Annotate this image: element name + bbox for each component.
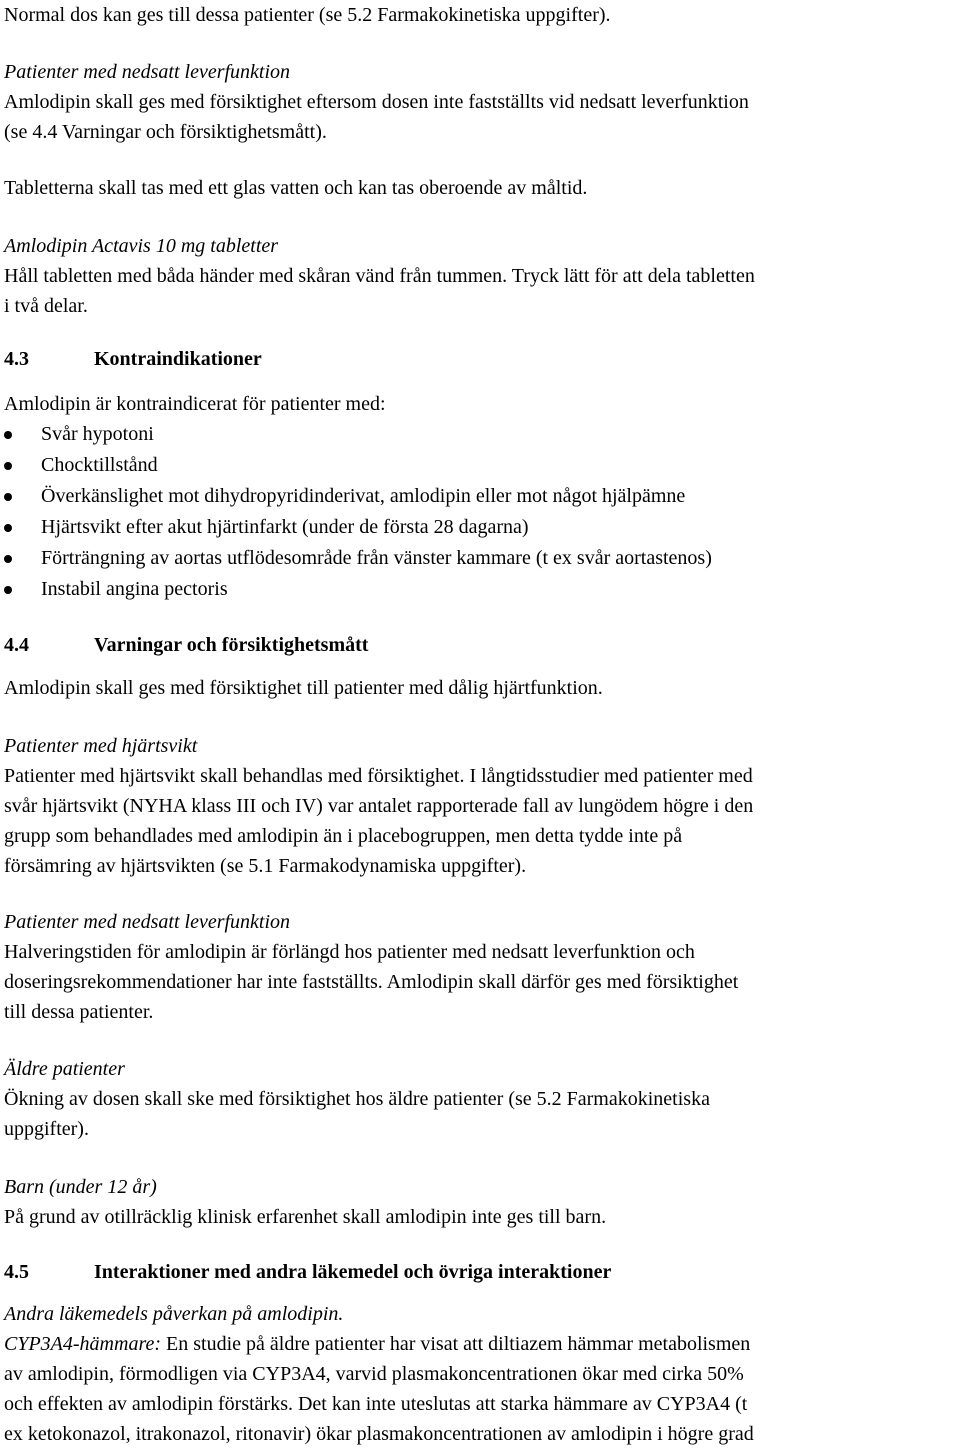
subheading: Patienter med hjärtsvikt bbox=[4, 735, 198, 757]
text-line: Tabletterna skall tas med ett glas vatten och kan tas oberoende av måltid. bbox=[4, 177, 588, 199]
text-line: Amlodipin skall ges med försiktighet eftersom dosen inte fastställts vid nedsatt leverfunktion bbox=[4, 91, 749, 113]
cyp-label: CYP3A4-hämmare: bbox=[4, 1333, 162, 1355]
text-line: Normal dos kan ges till dessa patienter (se 5.2 Farmakokinetiska uppgifter). bbox=[4, 4, 611, 26]
text-line: svår hjärtsvikt (NYHA klass III och IV) var antalet rapporterade fall av lungödem högre i den bbox=[4, 795, 754, 817]
section-number: 4.5 bbox=[4, 1261, 29, 1283]
text-line: Patienter med hjärtsvikt skall behandlas med försiktighet. I långtidsstudier med patienter med bbox=[4, 765, 753, 787]
list-item: Överkänslighet mot dihydropyridinderivat, amlodipin eller mot något hjälpämne bbox=[4, 481, 960, 512]
contraindication-list bbox=[4, 419, 960, 605]
section-heading-4-4 bbox=[4, 630, 960, 660]
list-item: Förträngning av aortas utflödesområde från vänster kammare (t ex svår aortastenos) bbox=[4, 543, 960, 574]
text-line: uppgifter). bbox=[4, 1118, 89, 1140]
list-item: Chocktillstånd bbox=[4, 450, 960, 481]
text-line: Halveringstiden för amlodipin är förlängd hos patienter med nedsatt leverfunktion och bbox=[4, 941, 695, 963]
subheading: Amlodipin Actavis 10 mg tabletter bbox=[4, 235, 279, 257]
section-children bbox=[4, 1172, 960, 1232]
subheading: Patienter med nedsatt leverfunktion bbox=[4, 61, 291, 83]
section-tablets bbox=[4, 231, 960, 321]
text-line: av amlodipin, förmodligen via CYP3A4, varvid plasmakoncentrationen ökar med cirka 50% bbox=[4, 1363, 744, 1385]
intro-text: Amlodipin är kontraindicerat för patienter med: bbox=[4, 393, 386, 415]
section-interactions bbox=[4, 1299, 960, 1449]
subheading: Äldre patienter bbox=[4, 1058, 125, 1080]
section-number: 4.3 bbox=[4, 348, 29, 370]
section-heart-failure bbox=[4, 731, 960, 881]
section-contraindications bbox=[4, 389, 960, 605]
text-line: till dessa patienter. bbox=[4, 1001, 154, 1023]
paragraph-warning-intro bbox=[4, 673, 960, 703]
section-title: Kontraindikationer bbox=[94, 348, 262, 370]
paragraph-water bbox=[4, 173, 960, 203]
text-line: (se 4.4 Varningar och försiktighetsmått). bbox=[4, 121, 327, 143]
paragraph-normal-dose bbox=[4, 0, 960, 30]
text-line: doseringsrekommendationer har inte fastställts. Amlodipin skall därför ges med försiktighet bbox=[4, 971, 739, 993]
section-title: Varningar och försiktighetsmått bbox=[94, 634, 369, 656]
text-line: ex ketokonazol, itrakonazol, ritonavir) ökar plasmakoncentrationen av amlodipin i högre grad bbox=[4, 1423, 754, 1445]
section-number: 4.4 bbox=[4, 634, 29, 656]
subheading: Andra läkemedels påverkan på amlodipin. bbox=[4, 1303, 344, 1325]
list-item: Hjärtsvikt efter akut hjärtinfarkt (under de första 28 dagarna) bbox=[4, 512, 960, 543]
text-line: grupp som behandlades med amlodipin än i placebogruppen, men detta tydde inte på bbox=[4, 825, 683, 847]
section-liver-function-dosage bbox=[4, 57, 960, 147]
section-title: Interaktioner med andra läkemedel och övriga interaktioner bbox=[94, 1261, 612, 1283]
text-line: Amlodipin skall ges med försiktighet till patienter med dålig hjärtfunktion. bbox=[4, 677, 603, 699]
text-line: försämring av hjärtsvikten (se 5.1 Farmakodynamiska uppgifter). bbox=[4, 855, 527, 877]
list-item: Instabil angina pectoris bbox=[4, 574, 960, 605]
text-line: Ökning av dosen skall ske med försiktighet hos äldre patienter (se 5.2 Farmakokinetiska bbox=[4, 1088, 710, 1110]
text-line: i två delar. bbox=[4, 295, 88, 317]
subheading: Patienter med nedsatt leverfunktion bbox=[4, 911, 291, 933]
text-run: En studie på äldre patienter har visat att diltiazem hämmar metabolismen bbox=[161, 1333, 751, 1355]
section-heading-4-5 bbox=[4, 1257, 960, 1287]
text-line bbox=[4, 1329, 960, 1359]
section-elderly bbox=[4, 1054, 960, 1144]
section-liver-function-warning bbox=[4, 907, 960, 1027]
text-line: På grund av otillräcklig klinisk erfarenhet skall amlodipin inte ges till barn. bbox=[4, 1206, 607, 1228]
list-item: Svår hypotoni bbox=[4, 419, 960, 450]
subheading: Barn (under 12 år) bbox=[4, 1176, 157, 1198]
text-line: Håll tabletten med båda händer med skåran vänd från tummen. Tryck lätt för att dela tabletten bbox=[4, 265, 755, 287]
text-line: och effekten av amlodipin förstärks. Det kan inte uteslutas att starka hämmare av CYP3A4 (t bbox=[4, 1393, 748, 1415]
section-heading-4-3 bbox=[4, 344, 960, 374]
